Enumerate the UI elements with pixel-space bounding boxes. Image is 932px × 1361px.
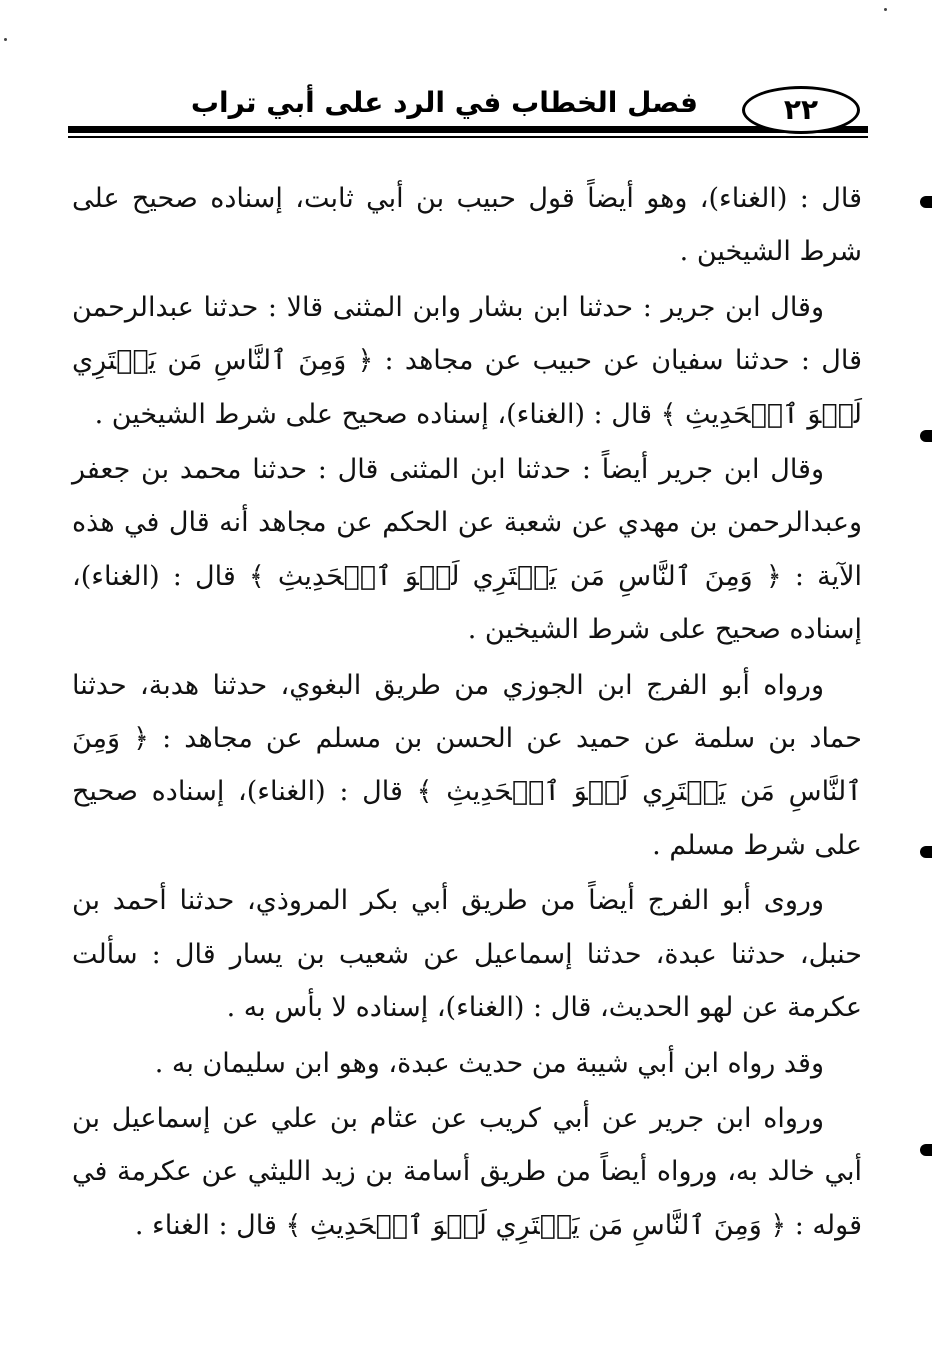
paragraph-5: وروى أبو الفرج أيضاً من طريق أبي بكر المروذي، حدثنا أحمد بن حنبل، حدثنا عبدة، حدثنا إسماعيل عن شعيب بن يسار قال : سألت عكرمة عن لهو الحديث، قال : (الغناء)، إسناده لا بأس به . bbox=[72, 885, 862, 1024]
page-number: ٢٢ bbox=[783, 93, 819, 126]
scan-speck bbox=[884, 8, 887, 11]
scan-speck bbox=[4, 38, 7, 41]
paragraph-2: وقال ابن جرير : حدثنا ابن بشار وابن المثنى قالا : حدثنا عبدالرحمن قال : حدثنا سفيان عن حبيب عن مجاهد : ﴿ وَمِنَ ٱلنَّاسِ مَن يَشۡتَرِي لَهۡوَ ٱلۡحَدِيثِ ﴾ قال : (الغناء)، إسناده صحيح على شرط الشيخين . bbox=[72, 291, 862, 430]
scan-margin-mark bbox=[920, 846, 932, 858]
paragraph-6: وقد رواه ابن أبي شيبة من حديث عبدة، وهو ابن سليمان به . bbox=[154, 1047, 824, 1079]
scan-margin-mark bbox=[920, 430, 932, 442]
page-header bbox=[68, 82, 868, 142]
paragraph-4: ورواه أبو الفرج ابن الجوزي من طريق البغوي، حدثنا هدبة، حدثنا حماد بن سلمة عن حميد عن الحسن بن مسلم عن مجاهد : ﴿ وَمِنَ ٱلنَّاسِ مَن يَشۡتَرِي لَهۡوَ ٱلۡحَدِيثِ ﴾ قال : (الغناء)، إسناده صحيح على شرط مسلم . bbox=[72, 669, 862, 861]
running-title: فصل الخطاب في الرد على أبي تراب bbox=[190, 86, 698, 119]
paragraph-3: وقال ابن جرير أيضاً : حدثنا ابن المثنى قال : حدثنا محمد بن جعفر وعبدالرحمن بن مهدي عن شعبة عن الحكم عن مجاهد أنه قال في هذه الآية : ﴿ وَمِنَ ٱلنَّاسِ مَن يَشۡتَرِي لَهۡوَ ٱلۡحَدِيثِ ﴾ قال : (الغناء)، إسناده صحيح على شرط الشيخين . bbox=[72, 454, 862, 646]
scan-margin-mark bbox=[920, 1144, 932, 1156]
page-body bbox=[72, 172, 862, 1252]
header-rule-thin bbox=[68, 136, 868, 138]
scan-margin-mark bbox=[920, 196, 932, 208]
header-rule-thick bbox=[68, 126, 868, 133]
paragraph-1: قال : (الغناء)، وهو أيضاً قول حبيب بن أبي ثابت، إسناده صحيح على شرط الشيخين . bbox=[72, 183, 862, 268]
page-number-badge bbox=[742, 86, 860, 134]
paragraph-7: ورواه ابن جرير عن أبي كريب عن عثام بن علي عن إسماعيل بن أبي خالد به، ورواه أيضاً من طريق أسامة بن زيد الليثي عن عكرمة في قوله : ﴿ وَمِنَ ٱلنَّاسِ مَن يَشۡتَرِي لَهۡوَ ٱلۡحَدِيثِ ﴾ قال : الغناء . bbox=[72, 1102, 862, 1241]
